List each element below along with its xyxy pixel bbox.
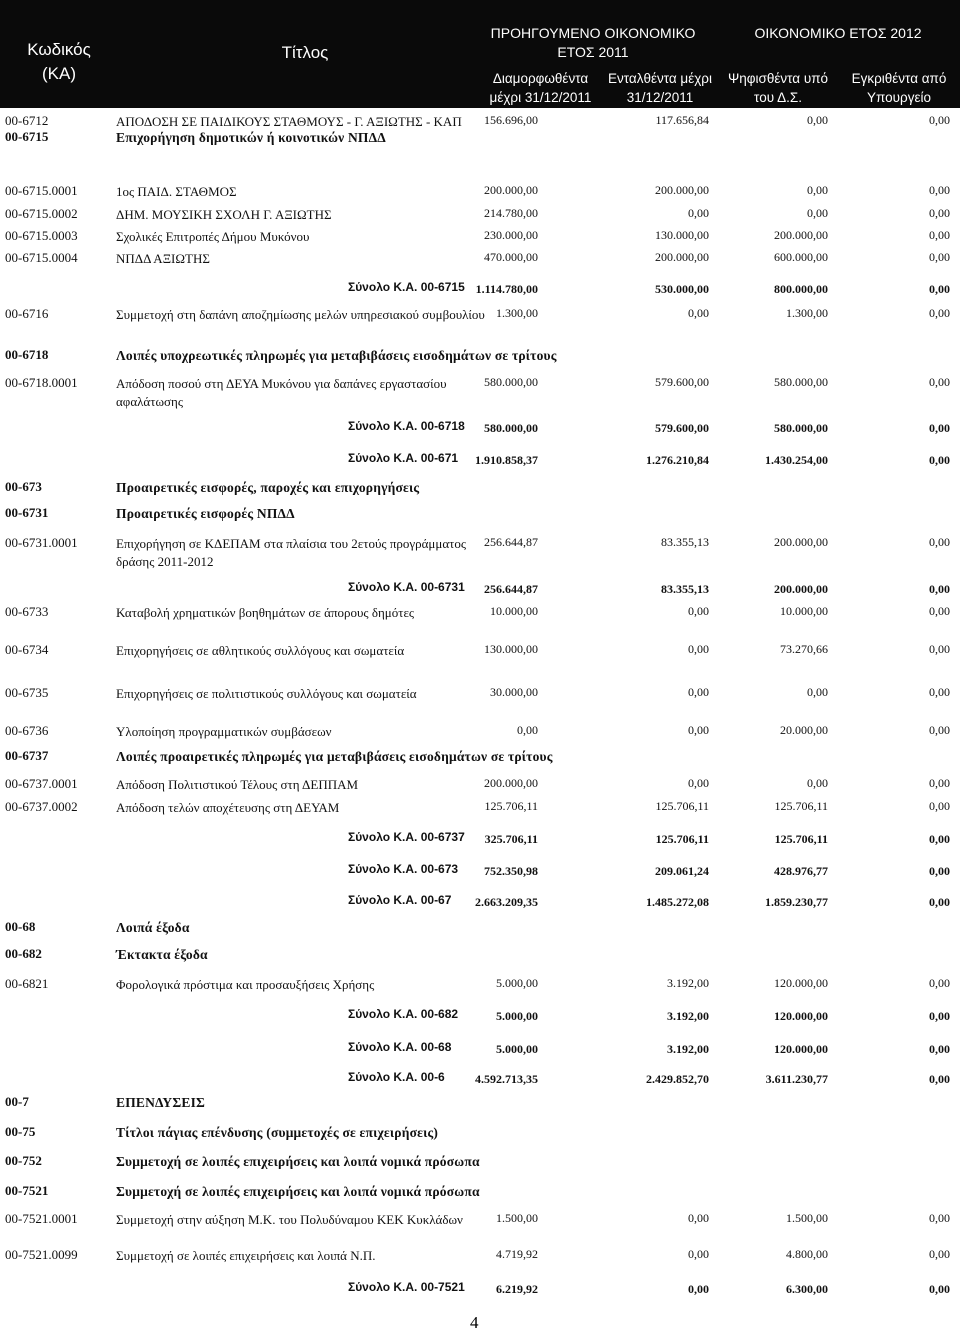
amount-formed: 325.706,11	[484, 832, 538, 846]
row-code: 00-6734	[5, 642, 49, 657]
amount-ordered: 200.000,00	[655, 183, 709, 197]
row-code: 00-6715.0002	[5, 206, 78, 221]
amount-formed: 200.000,00	[484, 776, 538, 790]
total-label: Σύνολο Κ.Α. 00-671	[348, 451, 459, 465]
row-code: 00-75	[5, 1124, 36, 1139]
row-code: 00-6821	[5, 976, 49, 991]
amount-approved: 0,00	[929, 1072, 950, 1086]
total-label: Σύνολο Κ.Α. 00-682	[348, 1007, 459, 1021]
row-code: 00-6718	[5, 347, 49, 362]
header-curr-year: ΟΙΚΟΝΟΜΙΚΟ ΕΤΟΣ 2012	[754, 25, 922, 41]
row-code: 00-752	[5, 1153, 42, 1168]
amount-ordered: 209.061,24	[655, 864, 709, 878]
amount-formed: 752.350,98	[484, 864, 538, 878]
row-title: Απόδοση Πολιτιστικού Τέλους στη ΔΕΠΠΑΜ	[116, 777, 359, 792]
row-title: Επιχορηγήσεις σε αθλητικούς συλλόγους και σωματεία	[116, 643, 405, 658]
amount-voted: 125.706,11	[774, 832, 828, 846]
total-label: Σύνολο Κ.Α. 00-6718	[348, 419, 465, 433]
amount-ordered: 83.355,13	[661, 582, 709, 596]
amount-voted: 0,00	[807, 776, 828, 790]
amount-voted: 1.859.230,77	[765, 895, 828, 909]
row-code: 00-7521.0099	[5, 1247, 78, 1262]
header-ordered: Ενταλθέντα μέχρι 31/12/2011	[608, 71, 712, 105]
amount-voted: 120.000,00	[774, 1042, 828, 1056]
row-code: 00-6737.0002	[5, 799, 78, 814]
row-title: ΔΗΜ. ΜΟΥΣΙΚΗ ΣΧΟΛΗ Γ. ΑΞΙΩΤΗΣ	[116, 207, 332, 222]
amount-formed: 5.000,00	[496, 976, 538, 990]
row-title: 1ος ΠΑΙΔ. ΣΤΑΘΜΟΣ	[116, 184, 237, 199]
row-title: Απόδοση ποσού στη ΔΕΥΑ Μυκόνου για δαπάνες εργαστασίου αφαλάτωσης	[116, 376, 447, 409]
amount-approved: 0,00	[929, 642, 950, 656]
row-title: Λοιπά έξοδα	[116, 920, 190, 935]
amount-approved: 0,00	[929, 723, 950, 737]
amount-voted: 125.706,11	[774, 799, 828, 813]
row-code: 00-6737.0001	[5, 776, 78, 791]
amount-formed: 1.910.858,37	[475, 453, 538, 467]
amount-voted: 800.000,00	[774, 282, 828, 296]
row-title: Επιχορηγήσεις σε πολιτιστικούς συλλόγους και σωματεία	[116, 686, 417, 701]
amount-ordered: 3.192,00	[667, 976, 709, 990]
amount-voted: 120.000,00	[774, 976, 828, 990]
amount-formed: 470.000,00	[484, 250, 538, 264]
amount-ordered: 130.000,00	[655, 228, 709, 242]
amount-ordered: 0,00	[688, 306, 709, 320]
row-title: Λοιπές προαιρετικές πληρωμές για μεταβιβάσεις εισοδημάτων σε τρίτους	[116, 749, 553, 764]
amount-approved: 0,00	[929, 1282, 950, 1296]
row-code: 00-6737	[5, 748, 49, 763]
amount-formed: 2.663.209,35	[475, 895, 538, 909]
row-code: 00-6715.0001	[5, 183, 78, 198]
row-code: 00-7521	[5, 1183, 49, 1198]
amount-voted: 200.000,00	[774, 582, 828, 596]
amount-ordered: 0,00	[688, 206, 709, 220]
amount-approved: 0,00	[929, 282, 950, 296]
row-title: Φορολογικά πρόστιμα και προσαυξήσεις Χρήσης	[116, 977, 375, 992]
amount-formed: 580.000,00	[484, 375, 538, 389]
amount-formed: 580.000,00	[484, 421, 538, 435]
header-prev-year: ΠΡΟΗΓΟΥΜΕΝΟ ΟΙΚΟΝΟΜΙΚΟ ΕΤΟΣ 2011	[490, 25, 696, 60]
amount-voted: 6.300,00	[786, 1282, 828, 1296]
amount-approved: 0,00	[929, 183, 950, 197]
row-title: Απόδοση τελών αποχέτευσης στη ΔΕΥΑΜ	[116, 800, 340, 815]
amount-formed: 256.644,87	[484, 582, 538, 596]
amount-formed: 1.500,00	[496, 1211, 538, 1225]
row-title: Συμμετοχή στη δαπάνη αποζημίωσης μελών υπηρεσιακού συμβουλίου	[116, 307, 485, 322]
row-title: Σχολικές Επιτροπές Δήμου Μυκόνου	[116, 229, 310, 244]
amount-approved: 0,00	[929, 604, 950, 618]
total-label: Σύνολο Κ.Α. 00-7521	[348, 1280, 465, 1294]
amount-formed: 125.706,11	[484, 799, 538, 813]
amount-approved: 0,00	[929, 228, 950, 242]
amount-ordered: 0,00	[688, 776, 709, 790]
amount-formed: 4.592.713,35	[475, 1072, 538, 1086]
amount-voted: 20.000,00	[780, 723, 828, 737]
amount-approved: 0,00	[929, 832, 950, 846]
amount-ordered: 530.000,00	[655, 282, 709, 296]
amount-formed: 30.000,00	[490, 685, 538, 699]
amount-formed: 5.000,00	[496, 1009, 538, 1023]
amount-voted: 1.430.254,00	[765, 453, 828, 467]
total-label: Σύνολο Κ.Α. 00-673	[348, 862, 459, 876]
amount-ordered: 200.000,00	[655, 250, 709, 264]
amount-formed: 6.219,92	[496, 1282, 538, 1296]
amount-formed: 1.300,00	[496, 306, 538, 320]
amount-ordered: 1.485.272,08	[646, 895, 709, 909]
amount-ordered: 2.429.852,70	[646, 1072, 709, 1086]
amount-approved: 0,00	[929, 421, 950, 435]
row-title: Λοιπές υποχρεωτικές πληρωμές για μεταβιβάσεις εισοδημάτων σε τρίτους	[116, 348, 557, 363]
amount-voted: 200.000,00	[774, 535, 828, 549]
amount-voted: 73.270,66	[780, 642, 828, 656]
amount-approved: 0,00	[929, 453, 950, 467]
amount-ordered: 0,00	[688, 1211, 709, 1225]
row-code: 00-6731	[5, 505, 49, 520]
amount-voted: 1.500,00	[786, 1211, 828, 1225]
amount-ordered: 0,00	[688, 1247, 709, 1261]
amount-approved: 0,00	[929, 895, 950, 909]
row-title: ΝΠΔΔ ΑΞΙΩΤΗΣ	[116, 251, 210, 266]
amount-approved: 0,00	[929, 375, 950, 389]
row-title: Καταβολή χρηματικών βοηθημάτων σε άπορους δημότες	[116, 605, 415, 620]
row-title: Επιχορήγηση σε ΚΔΕΠΑΜ στα πλαίσια του 2ετούς προγράμματος δράσης 2011-2012	[116, 536, 467, 569]
amount-voted: 4.800,00	[786, 1247, 828, 1261]
amount-voted: 580.000,00	[774, 375, 828, 389]
amount-approved: 0,00	[929, 582, 950, 596]
amount-formed: 10.000,00	[490, 604, 538, 618]
amount-ordered: 1.276.210,84	[646, 453, 709, 467]
amount-ordered: 0,00	[688, 685, 709, 699]
header-code: Κωδικός (ΚΑ)	[27, 40, 91, 83]
row-code: 00-7	[5, 1094, 29, 1109]
row-code: 00-6736	[5, 723, 49, 738]
amount-formed: 5.000,00	[496, 1042, 538, 1056]
row-code: 00-6716	[5, 306, 49, 321]
row-title: ΕΠΕΝΔΥΣΕΙΣ	[116, 1095, 206, 1110]
header-voted: Ψηφισθέντα υπό του Δ.Σ.	[727, 71, 829, 105]
row-code: 00-6715.0004	[5, 250, 78, 265]
amount-voted: 0,00	[807, 113, 828, 127]
amount-ordered: 579.600,00	[655, 375, 709, 389]
amount-approved: 0,00	[929, 976, 950, 990]
amount-approved: 0,00	[929, 1211, 950, 1225]
amount-ordered: 3.192,00	[667, 1042, 709, 1056]
amount-formed: 256.644,87	[484, 535, 538, 549]
amount-formed: 0,00	[517, 723, 538, 737]
row-title: Προαιρετικές εισφορές ΝΠΔΔ	[116, 506, 295, 521]
amount-approved: 0,00	[929, 1009, 950, 1023]
amount-approved: 0,00	[929, 535, 950, 549]
amount-formed: 130.000,00	[484, 642, 538, 656]
amount-ordered: 0,00	[688, 604, 709, 618]
page-number: 4	[470, 1313, 479, 1332]
amount-approved: 0,00	[929, 864, 950, 878]
amount-voted: 200.000,00	[774, 228, 828, 242]
total-label: Σύνολο Κ.Α. 00-6737	[348, 830, 465, 844]
amount-ordered: 125.706,11	[655, 799, 709, 813]
row-title: Συμμετοχή σε λοιπές επιχειρήσεις και λοιπά Ν.Π.	[116, 1248, 376, 1263]
row-title: Συμμετοχή στην αύξηση Μ.Κ. του Πολυδύναμου ΚΕΚ Κυκλάδων	[116, 1212, 463, 1227]
row-code: 00-673	[5, 479, 42, 494]
row-code: 00-6712	[5, 113, 49, 128]
row-code: 00-6718.0001	[5, 375, 78, 390]
amount-voted: 600.000,00	[774, 250, 828, 264]
amount-voted: 1.300,00	[786, 306, 828, 320]
header-approved: Εγκριθέντα από Υπουργείο	[851, 71, 947, 105]
amount-voted: 120.000,00	[774, 1009, 828, 1023]
amount-voted: 428.976,77	[774, 864, 828, 878]
amount-voted: 0,00	[807, 685, 828, 699]
amount-ordered: 0,00	[688, 1282, 709, 1296]
total-label: Σύνολο Κ.Α. 00-68	[348, 1040, 452, 1054]
row-title: Επιχορήγηση δημοτικών ή κοινοτικών ΝΠΔΔ	[116, 130, 386, 145]
amount-approved: 0,00	[929, 776, 950, 790]
row-code: 00-6715	[5, 129, 49, 144]
amount-approved: 0,00	[929, 1247, 950, 1261]
amount-voted: 580.000,00	[774, 421, 828, 435]
row-code: 00-6735	[5, 685, 49, 700]
row-title: Συμμετοχή σε λοιπές επιχειρήσεις και λοιπά νομικά πρόσωπα	[116, 1184, 480, 1199]
total-label: Σύνολο Κ.Α. 00-6	[348, 1070, 445, 1084]
total-label: Σύνολο Κ.Α. 00-6731	[348, 580, 465, 594]
row-code: 00-682	[5, 946, 42, 961]
total-label: Σύνολο Κ.Α. 00-6715	[348, 280, 465, 294]
amount-approved: 0,00	[929, 685, 950, 699]
amount-ordered: 0,00	[688, 642, 709, 656]
amount-approved: 0,00	[929, 113, 950, 127]
amount-ordered: 83.355,13	[661, 535, 709, 549]
amount-voted: 10.000,00	[780, 604, 828, 618]
amount-formed: 156.696,00	[484, 113, 538, 127]
amount-formed: 230.000,00	[484, 228, 538, 242]
row-code: 00-6733	[5, 604, 49, 619]
row-code: 00-68	[5, 919, 36, 934]
row-title: Συμμετοχή σε λοιπές επιχειρήσεις και λοιπά νομικά πρόσωπα	[116, 1154, 480, 1169]
amount-voted: 0,00	[807, 183, 828, 197]
amount-formed: 4.719,92	[496, 1247, 538, 1261]
row-title: Προαιρετικές εισφορές, παροχές και επιχορηγήσεις	[116, 480, 420, 495]
amount-approved: 0,00	[929, 250, 950, 264]
row-title: Έκτακτα έξοδα	[116, 947, 208, 962]
header-formed: Διαμορφωθέντα μέχρι 31/12/2011	[489, 71, 592, 105]
amount-ordered: 0,00	[688, 723, 709, 737]
amount-voted: 3.611.230,77	[765, 1072, 828, 1086]
amount-approved: 0,00	[929, 1042, 950, 1056]
amount-approved: 0,00	[929, 306, 950, 320]
row-code: 00-6731.0001	[5, 535, 78, 550]
amount-ordered: 125.706,11	[655, 832, 709, 846]
amount-voted: 0,00	[807, 206, 828, 220]
row-title: Τίτλοι πάγιας επένδυσης (συμμετοχές σε επιχειρήσεις)	[116, 1125, 439, 1140]
amount-formed: 214.780,00	[484, 206, 538, 220]
amount-ordered: 579.600,00	[655, 421, 709, 435]
amount-approved: 0,00	[929, 206, 950, 220]
row-title: Υλοποίηση προγραμματικών συμβάσεων	[116, 724, 332, 739]
amount-ordered: 117.656,84	[655, 113, 709, 127]
amount-formed: 1.114.780,00	[475, 282, 538, 296]
total-label: Σύνολο Κ.Α. 00-67	[348, 893, 452, 907]
amount-ordered: 3.192,00	[667, 1009, 709, 1023]
header-title: Τίτλος	[281, 43, 329, 62]
row-code: 00-7521.0001	[5, 1211, 78, 1226]
row-title: ΑΠΟΔΟΣΗ ΣΕ ΠΑΙΔΙΚΟΥΣ ΣΤΑΘΜΟΥΣ - Γ. ΑΞΙΩΤΗΣ - ΚΑΠ	[116, 114, 462, 129]
amount-approved: 0,00	[929, 799, 950, 813]
row-code: 00-6715.0003	[5, 228, 78, 243]
amount-formed: 200.000,00	[484, 183, 538, 197]
